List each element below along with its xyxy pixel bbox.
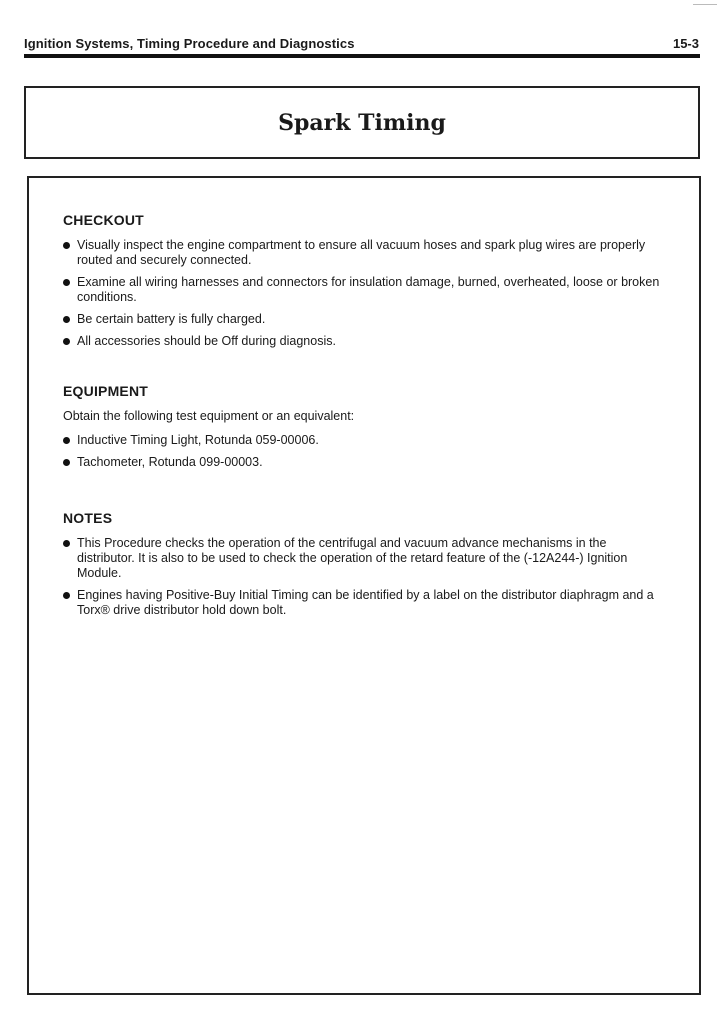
bullet-icon: [63, 316, 70, 323]
page-number: 15-3: [672, 36, 699, 51]
equipment-heading: EQUIPMENT: [63, 383, 149, 399]
notes-section: [63, 510, 663, 625]
list-item: All accessories should be Off during diagnosis.: [63, 334, 663, 349]
equipment-intro: Obtain the following test equipment or an equivalent:: [63, 409, 355, 423]
header-rule: [24, 54, 700, 58]
bullet-icon: [63, 338, 70, 345]
list-item: Examine all wiring harnesses and connectors for insulation damage, burned, overheated, loose or broken conditions.: [63, 275, 663, 305]
checkout-heading: CHECKOUT: [63, 212, 144, 228]
bullet-icon: [63, 437, 70, 444]
bullet-icon: [63, 279, 70, 286]
bullet-icon: [63, 540, 70, 547]
checkout-section: [63, 212, 663, 356]
list-item: Tachometer, Rotunda 099-00003.: [63, 455, 663, 470]
notes-heading: NOTES: [63, 510, 113, 526]
scan-artifact: [693, 4, 717, 5]
content-box: [27, 176, 701, 995]
bullet-icon: [63, 592, 70, 599]
page-title: Spark Timing: [278, 110, 446, 136]
page-header: [24, 36, 699, 56]
checkout-list: [63, 238, 663, 349]
title-box: [24, 86, 700, 159]
equipment-section: [63, 383, 663, 477]
notes-list: [63, 536, 663, 618]
list-item: This Procedure checks the operation of the centrifugal and vacuum advance mechanisms in the distributor. It is also to be used to check the operation of the retard feature of the (-12A244-) Ignition Module.: [63, 536, 663, 581]
section-title: Ignition Systems, Timing Procedure and Diagnostics: [24, 36, 355, 51]
bullet-icon: [63, 459, 70, 466]
list-item: Be certain battery is fully charged.: [63, 312, 663, 327]
bullet-icon: [63, 242, 70, 249]
list-item: Engines having Positive-Buy Initial Timing can be identified by a label on the distributor diaphragm and a Torx® drive distributor hold down bolt.: [63, 588, 663, 618]
list-item: Visually inspect the engine compartment to ensure all vacuum hoses and spark plug wires are properly routed and securely connected.: [63, 238, 663, 268]
list-item: Inductive Timing Light, Rotunda 059-00006.: [63, 433, 663, 448]
equipment-list: [63, 433, 663, 470]
